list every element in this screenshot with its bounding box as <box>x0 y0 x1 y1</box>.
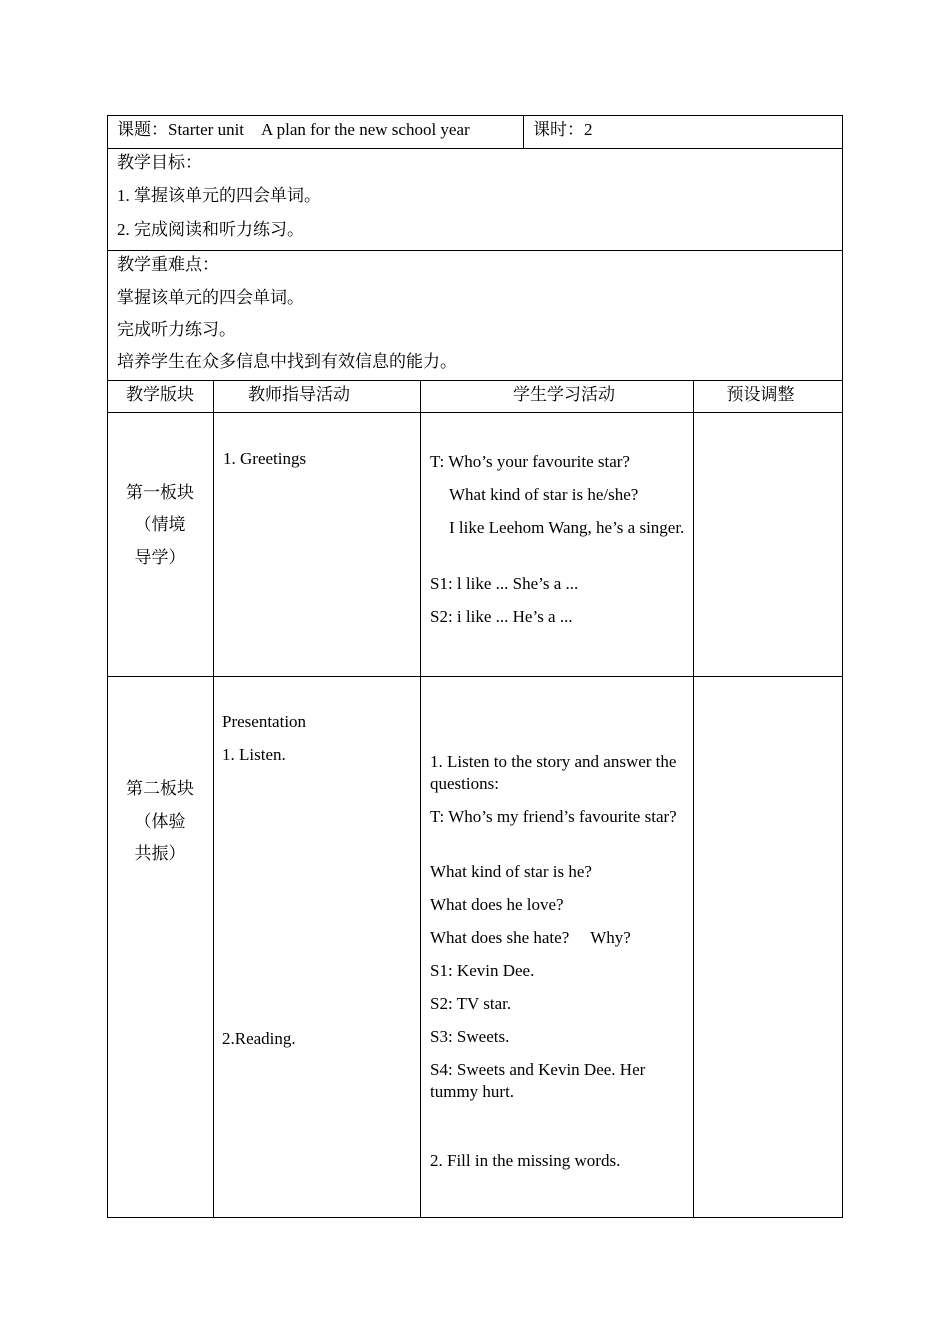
lesson-plan-table <box>107 115 843 1218</box>
objective-item: 1. 掌握该单元的四会单词。 <box>117 186 321 205</box>
section1-label: （情境 <box>134 515 186 534</box>
column-header-teacher: 教师指导活动 <box>248 385 350 404</box>
section1-student-line: What kind of star is he/she? <box>449 485 639 504</box>
row-divider <box>107 412 843 413</box>
section2-student-line: What kind of star is he? <box>430 862 592 881</box>
section1-label: 导学） <box>134 548 186 567</box>
section2-label: 共振） <box>134 844 186 863</box>
column-divider <box>693 380 694 1218</box>
row-divider <box>107 676 843 677</box>
section2-label: （体验 <box>134 812 186 831</box>
row-divider <box>107 250 843 251</box>
section1-student-line: S1: l like ... She’s a ... <box>430 574 579 593</box>
section2-student-line: S3: Sweets. <box>430 1027 510 1046</box>
section1-student-line: I like Leehom Wang, he’s a singer. <box>449 518 685 537</box>
section2-student-line: 2. Fill in the missing words. <box>430 1151 621 1170</box>
section2-student-line: T: Who’s my friend’s favourite star? <box>430 807 677 826</box>
section2-teacher-activity: Presentation <box>222 712 307 731</box>
header-divider <box>523 115 524 148</box>
section1-label: 第一板块 <box>126 483 194 502</box>
objectives-heading: 教学目标： <box>117 153 202 172</box>
section2-teacher-activity: 1. Listen. <box>222 745 286 764</box>
row-divider <box>107 380 843 381</box>
key-point-item: 完成听力练习。 <box>117 320 236 339</box>
key-point-item: 掌握该单元的四会单词。 <box>117 288 304 307</box>
column-header-section: 教学版块 <box>126 385 194 404</box>
section2-label: 第二板块 <box>126 779 194 798</box>
lesson-period: 课时：2 <box>533 120 593 139</box>
section2-student-line: S1: Kevin Dee. <box>430 961 535 980</box>
lesson-topic: 课题：Starter unit A plan for the new school year <box>117 120 470 139</box>
section2-teacher-activity: 2.Reading. <box>222 1029 296 1048</box>
column-header-student: 学生学习活动 <box>513 385 615 404</box>
row-divider <box>107 148 843 149</box>
section2-student-line: 1. Listen to the story and answer the questions: <box>430 752 677 793</box>
key-points-heading: 教学重难点： <box>117 255 219 274</box>
column-header-adjust: 预设调整 <box>726 385 795 404</box>
section2-student-line: What does he love? <box>430 895 564 914</box>
column-divider <box>420 380 421 1218</box>
column-divider <box>213 380 214 1218</box>
section2-student-line: S2: TV star. <box>430 994 512 1013</box>
section2-student-line: S4: Sweets and Kevin Dee. Her tummy hurt. <box>430 1060 646 1101</box>
section1-student-line: S2: i like ... He’s a ... <box>430 607 573 626</box>
section1-student-line: T: Who’s your favourite star? <box>430 452 630 471</box>
section1-teacher-activity: 1. Greetings <box>223 449 307 468</box>
section2-student-line: What does she hate? Why? <box>430 928 631 947</box>
key-point-item: 培养学生在众多信息中找到有效信息的能力。 <box>117 352 457 371</box>
objective-item: 2. 完成阅读和听力练习。 <box>117 220 304 239</box>
